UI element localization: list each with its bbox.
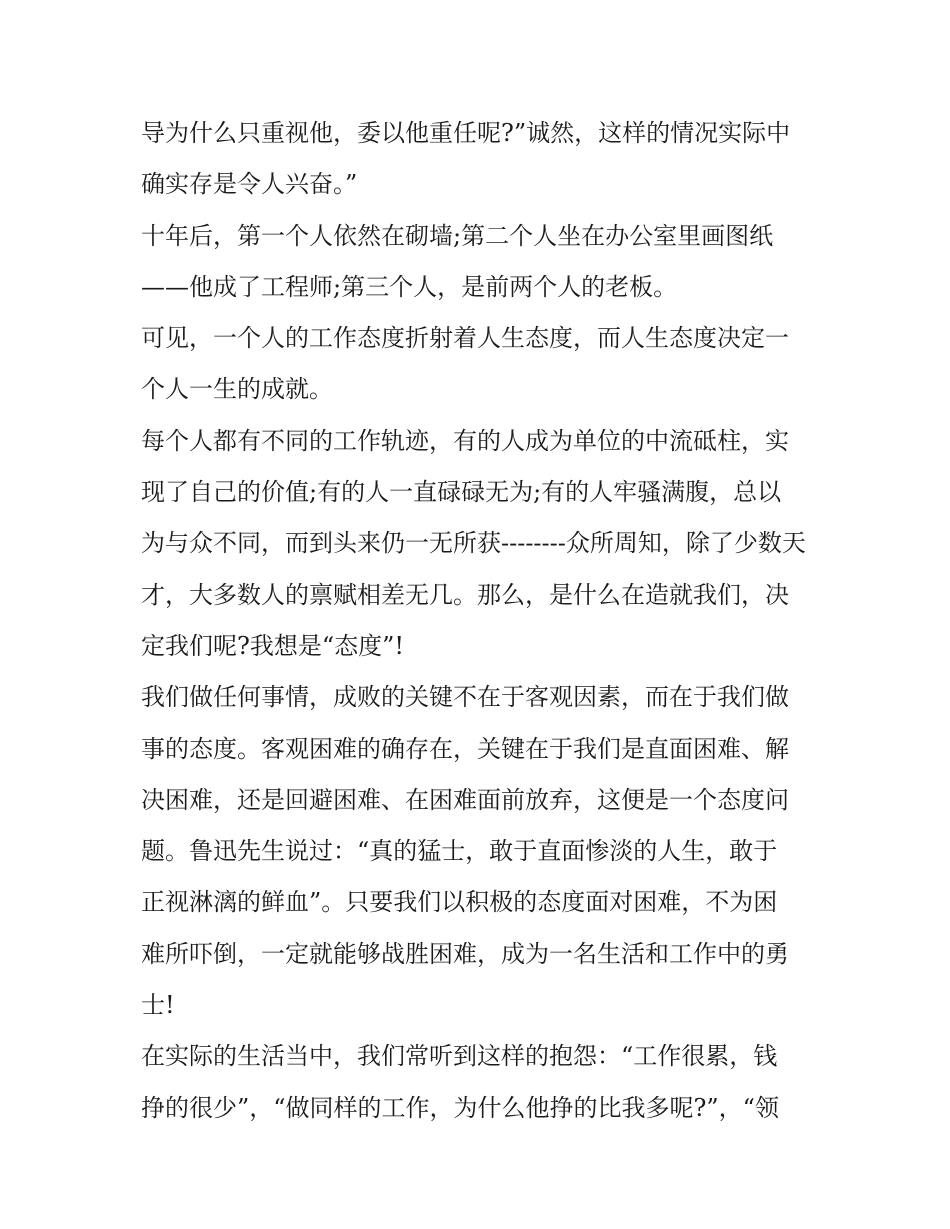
text-line: ——他成了工程师;第三个人，是前两个人的老板。 (141, 272, 678, 301)
text-line: 定我们呢?我想是“态度”! (141, 631, 405, 660)
text-line: 士! (141, 991, 175, 1020)
text-line: 为与众不同，而到头来仍一无所获--------众所周知，除了少数天 (141, 529, 806, 558)
text-line: 每个人都有不同的工作轨迹，有的人成为单位的中流砥柱，实 (141, 426, 789, 455)
text-line: 十年后，第一个人依然在砌墙;第二个人坐在办公室里画图纸 (141, 221, 774, 250)
body-text (141, 108, 821, 1134)
text-line: 决困难，还是回避困难、在困难面前放弃，这便是一个态度问 (141, 785, 789, 814)
text-line: 正视淋漓的鲜血”。只要我们以积极的态度面对困难，不为困 (141, 888, 778, 917)
text-line: 个人一生的成就。 (141, 375, 333, 404)
text-line: 现了自己的价值;有的人一直碌碌无为;有的人牢骚满腹，总以 (141, 478, 782, 507)
text-line: 题。鲁迅先生说过：“真的猛士，敢于直面惨淡的人生，敢于 (141, 837, 778, 866)
text-line: 在实际的生活当中，我们常听到这样的抱怨：“工作很累，钱 (141, 1042, 778, 1071)
text-line: 挣的很少”，“做同样的工作，为什么他挣的比我多呢?”，“领 (141, 1093, 779, 1122)
text-line: 确实存是令人兴奋。” (141, 170, 358, 199)
text-line: 难所吓倒，一定就能够战胜困难，成为一名生活和工作中的勇 (141, 939, 789, 968)
text-line: 导为什么只重视他，委以他重任呢?”诚然，这样的情况实际中 (141, 119, 791, 147)
text-line: 才，大多数人的禀赋相差无几。那么，是什么在造就我们，决 (141, 580, 789, 609)
text-line: 可见，一个人的工作态度折射着人生态度，而人生态度决定一 (141, 324, 789, 353)
text-line: 我们做任何事情，成败的关键不在于客观因素，而在于我们做 (141, 683, 789, 712)
text-line: 事的态度。客观困难的确存在，关键在于我们是直面困难、解 (141, 734, 789, 763)
